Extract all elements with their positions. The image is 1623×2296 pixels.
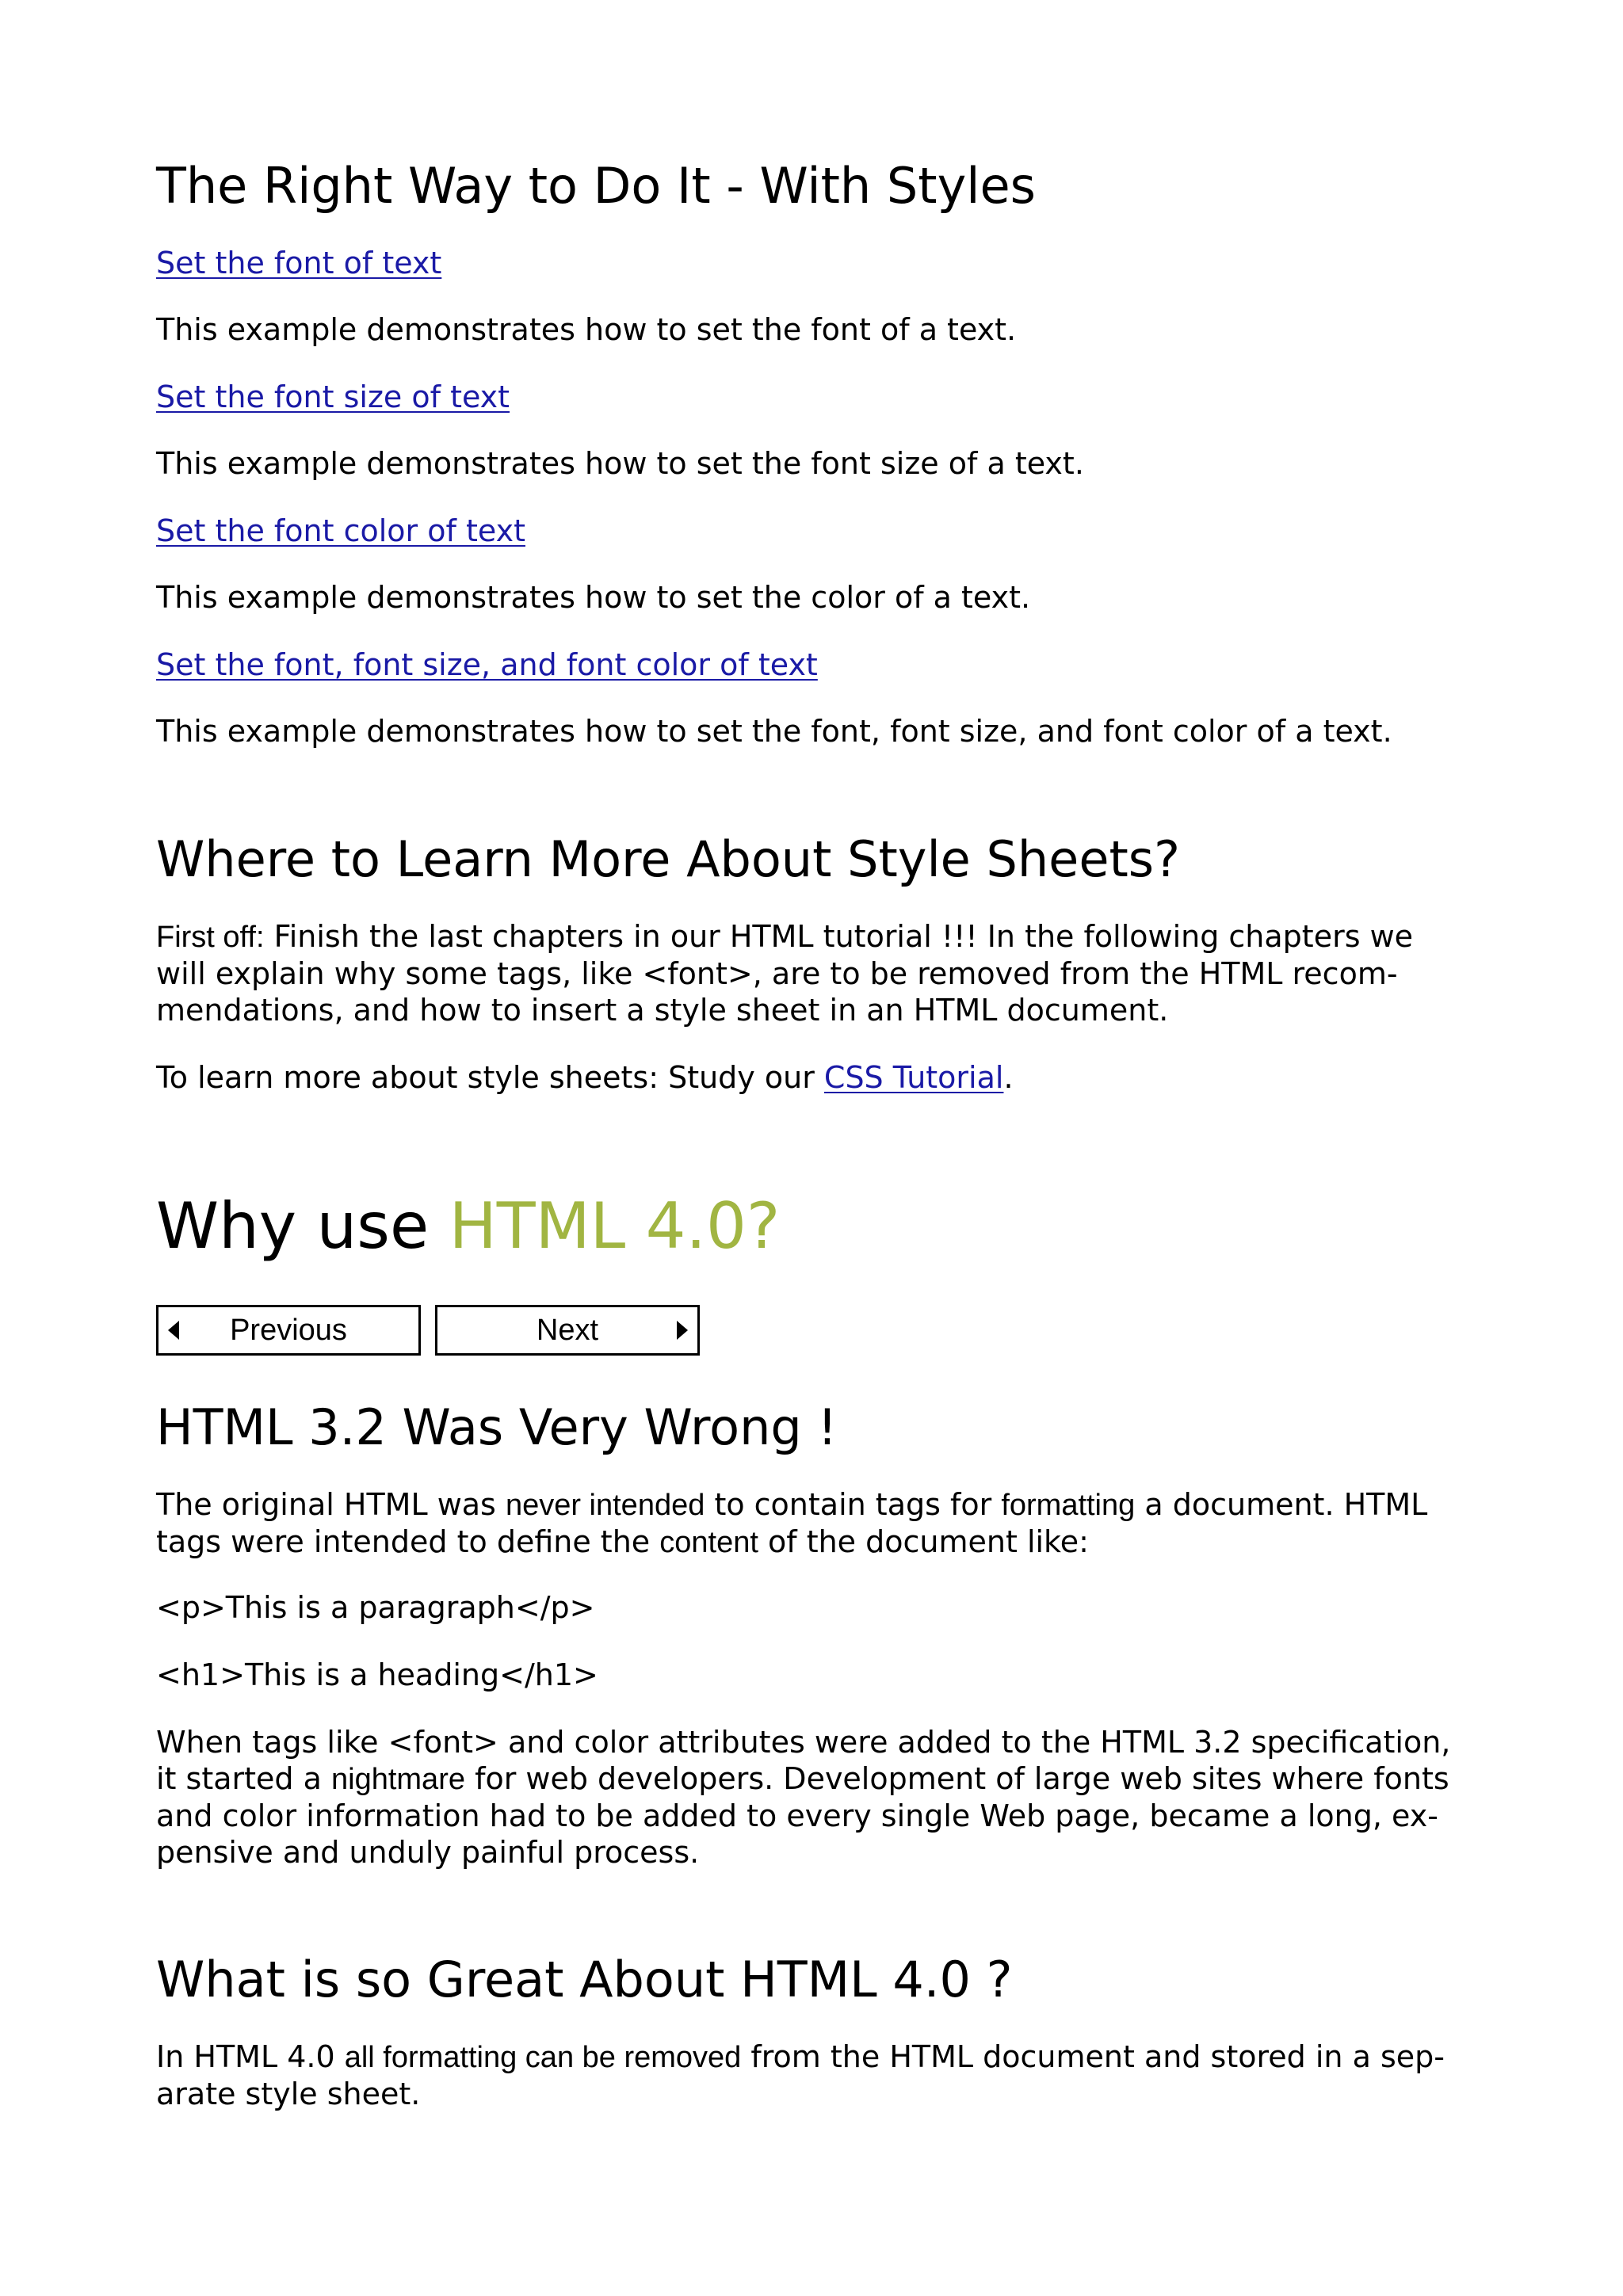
wrong-paragraph-2 [156,1724,1487,1871]
link-set-font[interactable]: Set the font of text [156,246,442,280]
link-css-tutorial[interactable]: CSS Tutorial [823,1060,1004,1095]
example-link-all-row [156,646,818,683]
wrong-p1-f: tags were intended to define the [156,1524,660,1559]
wrong-p1-content: content [659,1526,758,1559]
wrong-p2-line3: and color information had to be added to every single Web page, became a long, ex- [156,1798,1438,1833]
previous-label: Previous [230,1313,347,1347]
learn-p1-line2: will explain why some tags, like <font>, are to be removed from the HTML recom- [156,956,1398,991]
wrong-p2-line2-a: it started a [156,1761,331,1796]
learn-p1-line1: Finish the last chapters in our HTML tutorial !!! In the following chapters we [264,919,1414,954]
learn-paragraph-1 [156,918,1487,1028]
example-desc-size: This example demonstrates how to set the font size of a text. [156,446,1084,481]
chapter-nav [156,1305,700,1356]
triangle-left-icon [168,1321,179,1340]
wrong-p1-never-intended: never intended [505,1489,705,1522]
wrong-p1-e: a document. HTML [1135,1487,1428,1522]
heading-html32-wrong: HTML 3.2 Was Very Wrong ! [156,1398,838,1456]
code-heading-example: <h1>This is a heading</h1> [156,1657,598,1692]
great-p1-all-formatting: all formatting can be removed [344,2041,742,2074]
heading-right-way: The Right Way to Do It - With Styles [156,157,1036,215]
great-paragraph-1 [156,2039,1487,2112]
chapter-title-accent: HTML 4.0? [449,1189,781,1263]
example-link-size-row [156,379,510,415]
example-desc-font: This example demonstrates how to set the font of a text. [156,312,1017,347]
wrong-p2-line4: pensive and unduly painful process. [156,1835,700,1870]
first-off-label: First off: [156,921,265,954]
learn-p1-line3: mendations, and how to insert a style sheet in an HTML document. [156,993,1169,1028]
wrong-p2-nightmare: nightmare [331,1763,465,1796]
wrong-p2-line1: When tags like <font> and color attributes were added to the HTML 3.2 specification, [156,1725,1451,1760]
link-set-font-color[interactable]: Set the font color of text [156,513,525,548]
great-p1-c: from the HTML document and stored in a sep- [741,2039,1445,2074]
triangle-right-icon [677,1321,688,1340]
great-p1-line2: arate style sheet. [156,2077,421,2111]
link-set-font-size-color[interactable]: Set the font, font size, and font color of text [156,647,818,682]
chapter-title-prefix: Why use [156,1189,449,1263]
wrong-p1-formatting: formatting [1001,1489,1136,1522]
heading-html40-great: What is so Great About HTML 4.0 ? [156,1951,1013,2008]
wrong-p1-h: of the document like: [758,1524,1089,1559]
example-desc-all: This example demonstrates how to set the font, font size, and font color of a text. [156,714,1392,749]
example-desc-color: This example demonstrates how to set the color of a text. [156,580,1031,615]
next-button[interactable] [435,1305,700,1356]
heading-learn-more: Where to Learn More About Style Sheets? [156,830,1180,888]
wrong-paragraph-1 [156,1486,1487,1561]
chapter-title [156,1188,780,1264]
wrong-p2-line2-c: for web developers. Development of large web sites where fonts [464,1761,1449,1796]
great-p1-a: In HTML 4.0 [156,2039,345,2074]
code-paragraph-example: <p>This is a paragraph</p> [156,1590,595,1625]
link-set-font-size[interactable]: Set the font size of text [156,379,510,414]
wrong-p1-c: to contain tags for [705,1487,1002,1522]
example-link-font-row [156,245,441,281]
wrong-p1-a: The original HTML was [156,1487,506,1522]
example-link-color-row [156,513,525,549]
learn-p2-period: . [1003,1060,1014,1095]
learn-paragraph-2 [156,1059,1014,1096]
next-label: Next [536,1313,599,1347]
previous-button[interactable] [156,1305,421,1356]
learn-p2-text: To learn more about style sheets: Study our [156,1060,824,1095]
